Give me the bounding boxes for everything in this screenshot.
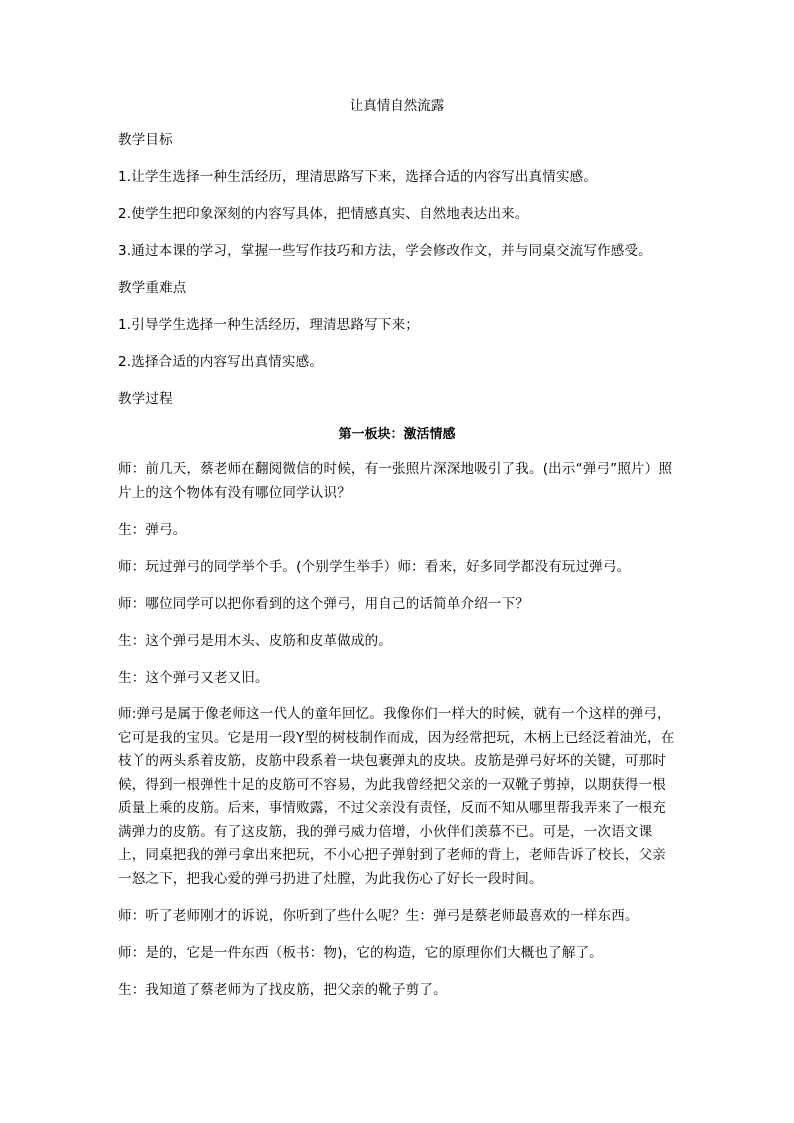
dialogue-paragraph: 师：哪位同学可以把你看到的这个弹弓，用自己的话简单介绍一下？ bbox=[118, 596, 529, 612]
dialogue-paragraph: 师：听了老师刚才的诉说，你听到了些什么呢？生：弹弓是蔡老师最喜欢的一样东西。 bbox=[118, 908, 639, 924]
dialogue-paragraph: 生：我知道了蔡老师为了找皮筋，把父亲的靴子剪了。 bbox=[118, 982, 447, 998]
dialogue-paragraph: 生：弹弓。 bbox=[118, 522, 187, 538]
dialogue-paragraph: 生：这个弹弓又老又旧。 bbox=[118, 670, 269, 686]
heading-teaching-process: 教学过程 bbox=[118, 391, 173, 407]
document-page bbox=[118, 96, 676, 1015]
difficulty-item-2: 2.选择合适的内容写出真情实感。 bbox=[118, 354, 324, 370]
goal-item-3: 3.通过本课的学习，掌握一些写作技巧和方法，学会修改作文，并与同桌交流写作感受。 bbox=[118, 243, 652, 259]
section-title: 第一板块：激活情感 bbox=[338, 427, 456, 442]
heading-key-difficulties: 教学重难点 bbox=[118, 280, 187, 296]
goal-item-1: 1.让学生选择一种生活经历，理清思路写下来，选择合适的内容写出真情实感。 bbox=[118, 169, 598, 185]
heading-teaching-goals: 教学目标 bbox=[118, 132, 173, 148]
document-title: 让真情自然流露 bbox=[349, 98, 445, 114]
goal-item-2: 2.使学生把印象深刻的内容写具体，把情感真实、自然地表达出来。 bbox=[118, 206, 529, 222]
difficulty-item-1: 1.引导学生选择一种生活经历，理清思路写下来； bbox=[118, 317, 419, 333]
dialogue-paragraph: 师：玩过弹弓的同学举个手。(个别学生举手）师：看来，好多同学都没有玩过弹弓。 bbox=[118, 559, 631, 575]
dialogue-paragraph: 生：这个弹弓是用木头、皮筋和皮革做成的。 bbox=[118, 633, 392, 649]
dialogue-paragraph: 师：是的，它是一件东西（板书：物)，它的构造，它的原理你们大概也了解了。 bbox=[118, 945, 603, 961]
dialogue-paragraph: 师：前几天，蔡老师在翻阅微信的时候，有一张照片深深地吸引了我。(出示“弹弓”照片）照片上的这个物体有没有哪位同学认识？ bbox=[118, 461, 673, 501]
dialogue-paragraph-long: 师:弹弓是属于像老师这一代人的童年回忆。我像你们一样大的时候，就有一个这样的弹弓，它可是我的宝贝。它是用一段Y型的树枝制作而成，因为经常把玩，木柄上已经泛着油光，在枝丫的两头系着皮筋，皮筋中段系着一块包裹弹丸的皮块。皮筋是弹弓好坏的关键，可那时候，得到一根弹性十足的皮筋可不容易，为此我曾经把父亲的一双靴子剪掉，以期获得一根质量上乘的皮筋。后来，事情败露，不过父亲没有责怪，反而不知从哪里帮我弄来了一根充满弹力的皮筋。有了这皮筋，我的弹弓威力倍增，小伙伴们羡慕不已。可是，一次语文课上，同桌把我的弹弓拿出来把玩，不小心把子弹射到了老师的背上，老师告诉了校长，父亲一怒之下，把我心爱的弹弓扔进了灶膛，为此我伤心了好长一段时间。 bbox=[118, 706, 675, 887]
